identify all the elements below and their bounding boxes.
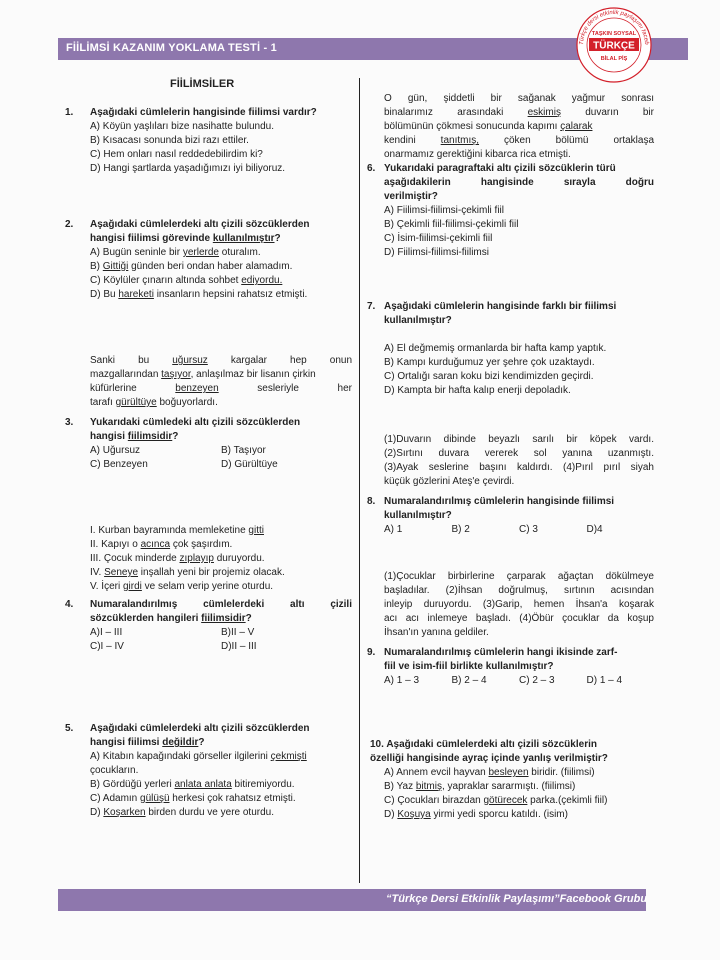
option-d: D) Kampta bir hafta kalıp enerji depoladık. (384, 385, 571, 396)
option-a: A) 1 – 3 (384, 675, 420, 686)
question-stem: Numaralandırılmış cümlelerin hangi ikisinde zarf- (384, 647, 618, 658)
underlined-word: Seneye (104, 567, 139, 578)
question-stem: Aşağıdaki cümlelerin hangisinde fiilimsi vardır? (90, 107, 317, 118)
underlined-word: fiilimsidir (127, 431, 173, 442)
question-stem: özelliği hangisinde ayraç içinde yanlış verilmiştir? (370, 753, 608, 764)
passage-line: (3)Ayak seslerine başını kaldırdı. (4)Pırıl pırıl siyah (384, 462, 654, 473)
passage-line: binalarımız arasındaki eskimiş duvarın bir (384, 107, 654, 118)
passage-line: küfürlerine benzeyen sesleriyle her (90, 383, 352, 394)
question-number: 9. (367, 647, 376, 658)
option-c: C) Adamın gülüşü herkesi çok rahatsız etmişti. (90, 793, 296, 804)
option-a: A)I – III (90, 627, 123, 638)
question-stem: Numaralandırılmış cümlelerin hangisinde fiilimsi (384, 496, 615, 507)
question-stem: hangisi fiilimsi görevinde (90, 233, 213, 244)
question-5 (65, 722, 352, 820)
option-c: C) 3 (519, 524, 538, 535)
option-d: D)4 (586, 524, 603, 535)
sentence-2: II. Kapıyı o acınca çok şaşırdım. (90, 539, 233, 550)
underlined-word: çekmişti (270, 751, 307, 762)
question-number: 3. (65, 417, 74, 428)
underlined-word: Koşuya (397, 809, 431, 820)
question-8 (367, 495, 654, 537)
question-9 (367, 646, 654, 688)
passage-line: başladılar. (2)İhsan doğrulmuş, sırtının acısından (384, 585, 654, 596)
underlined-word: zıplayıp (179, 553, 214, 564)
turkce-logo (566, 5, 656, 85)
underlined-word: gülüşü (140, 793, 170, 804)
option-a: A) El değmemiş ormanlarda bir hafta kamp yaptık. (384, 343, 607, 354)
option-b: B) Kısacası sonunda bizi razı ettiler. (90, 135, 249, 146)
question-3 (65, 416, 352, 472)
question-stem: kullanılmıştır? (384, 315, 452, 326)
underlined-word: bitmiş (415, 781, 442, 792)
question-number: 7. (367, 301, 376, 312)
column-divider (359, 78, 360, 883)
question-6-passage (384, 92, 654, 162)
option-b: B) Kampı kurduğumuz yer şehre çok uzaktaydı. (384, 357, 595, 368)
passage-line: mazgallarından taşıyor, anlaşılmaz bir lisanın çirkin (90, 369, 316, 380)
question-stem: Aşağıdaki cümlelerdeki altı çizili sözcüklerin (386, 739, 597, 750)
option-d: D) 1 – 4 (586, 675, 623, 686)
question-stem: Yukarıdaki cümledeki altı çizili sözcüklerden (90, 417, 301, 428)
passage-line: acı acı inlemeye başladı. (4)Öbür çocuklar da koşup (384, 613, 654, 624)
underlined-word: anlata anlata (174, 779, 232, 790)
option-d: D) Hangi şartlarda yaşadığımızı iyi biliyoruz. (90, 163, 286, 174)
question-10 (370, 738, 660, 822)
underlined-word: kullanılmıştır (212, 233, 275, 244)
question-7 (367, 300, 654, 398)
passage-line: O gün, şiddetli bir sağanak yağmur sonrası (384, 93, 655, 104)
option-c: C) İsim-fiilimsi-çekimli fiil (384, 233, 493, 244)
option-d: D) Bu hareketi insanların hepsini rahatsız etmişti. (90, 289, 308, 300)
underlined-word: besleyen (488, 767, 529, 778)
option-c: C) Benzeyen (90, 459, 148, 470)
underlined-word: tanıtmış, (440, 135, 480, 146)
passage-line: Sanki bu uğursuz kargalar hep onun (90, 355, 353, 366)
option-a: A) Köyün yaşlıları bize nasihatte bulundu. (90, 121, 274, 132)
option-d: D) Gürültüye (221, 459, 278, 470)
underlined-word: gürültüye (115, 397, 157, 408)
sentence-4: IV. Seneye inşallah yeni bir projemiz olacak. (90, 567, 285, 578)
underlined-word: taşıyor (161, 369, 191, 380)
question-stem: hangisi (90, 431, 128, 442)
question-2 (65, 218, 352, 302)
passage-line: (2)Sırtını duvara vererek sol yanına uzanmıştı. (384, 448, 654, 459)
question-stem: Yukarıdaki paragraftaki altı çizili sözcüklerin türü (384, 163, 616, 174)
question-1 (65, 106, 352, 176)
question-stem: verilmiştir? (384, 191, 438, 202)
sentence-3: III. Çocuk minderde zıplayıp duruyordu. (90, 553, 265, 564)
option-a: A) Uğursuz (90, 445, 141, 456)
option-d: D) Koşarken birden durdu ve yere oturdu. (90, 807, 275, 818)
option-a: A) Annem evcil hayvan besleyen biridir. (fiilimsi) (384, 767, 595, 778)
option-c: C) Çocukları birazdan götürecek parka.(çekimli fiil) (384, 795, 608, 806)
question-number: 6. (367, 163, 376, 174)
logo-main-text: TÜRKÇE (593, 40, 635, 52)
option-c: C) 2 – 3 (519, 675, 555, 686)
option-b: B) 2 (451, 524, 470, 535)
sentence-5: V. İçeri girdi ve selam verip yerine oturdu. (90, 581, 274, 592)
question-stem: sözcüklerden hangileri (90, 613, 202, 624)
passage-line: küçük gözlerini Ateş'e çevirdi. (384, 476, 515, 487)
underlined-word: Gittiği (102, 261, 129, 272)
question-stem: fiil ve isim-fiil birlikte kullanılmıştır? (384, 661, 554, 672)
passage-line: onarmamız gerektiğini kibarca rica etmişti. (384, 149, 571, 160)
question-stem: Aşağıdaki cümlelerdeki altı çizili sözcüklerden (90, 219, 310, 230)
question-number: 1. (65, 107, 74, 118)
question-stem: hangisi fiilimsi (90, 737, 163, 748)
option-a: A) 1 (384, 524, 403, 535)
underlined-word: götürecek (483, 795, 528, 806)
footer-text: “Türkçe Dersi Etkinlik Paylaşımı”Facebook Grubu (386, 893, 648, 905)
passage-line: kendini tanıtmış, çöken bölümü ortaklaşa (384, 135, 655, 146)
option-d: D) Koşuya yirmi yedi sporcu katıldı. (isim) (384, 809, 568, 820)
option-b: B) Çekimli fiil-fiilimsi-çekimli fiil (384, 219, 519, 230)
option-b: B) Gördüğü yerleri anlata anlata bitiremiyordu. (90, 779, 295, 790)
question-number: 2. (65, 219, 74, 230)
question-4: 4. Numaralandırılmış cümlelerdeki altı çizili sözcüklerden hangileri fiilimsidir? A)I – III B)II – V C)I – IV D)II – III (65, 599, 352, 652)
underlined-word: ediyordu. (241, 275, 283, 286)
underlined-word: yerlerde (182, 247, 219, 258)
option-c: C) Hem onları nasıl reddedebilirdim ki? (90, 149, 263, 160)
underlined-word: eskimiş (527, 107, 561, 118)
passage-line: inleyip duruyordu. (3)Garip, hemen İhsan'a koşarak (384, 599, 654, 610)
option-c: C) Ortalığı saran koku bizi kendimizden geçirdi. (384, 371, 594, 382)
underlined-word: acınca (140, 539, 171, 550)
passage-line: (1)Çocuklar birbirlerine çarparak ağaçtan dökülmeye (384, 571, 654, 582)
logo-top-text: TAŞKIN SOYSAL (591, 31, 637, 37)
question-number: 5. (65, 723, 74, 734)
question-9-passage (384, 570, 654, 640)
option-a: A) Bugün seninle bir yerlerde oturalım. (90, 247, 261, 258)
underlined-word: Koşarken (103, 807, 146, 818)
header-title: FİİLİMSİ KAZANIM YOKLAMA TESTİ - 1 (66, 42, 277, 54)
question-3-passage (90, 354, 352, 410)
option-a: A) Kitabın kapağındaki görseller ilgilerini çekmişti (90, 751, 307, 762)
question-number: 10. (370, 739, 384, 750)
option-b: B) Gittiği günden beri ondan haber alamadım. (90, 261, 293, 272)
option-d: D)II – III (221, 641, 257, 652)
question-stem: kullanılmıştır? (384, 510, 452, 521)
option-a-continued: çocukların. (90, 765, 139, 776)
passage-line: (1)Duvarın dibinde beyazlı sarılı bir köpek vardı. (384, 434, 654, 445)
passage-line: bölümünün çökmesi sonucunda kapımı çalarak (384, 121, 593, 132)
question-stem: Aşağıdaki cümlelerdeki altı çizili sözcüklerden (90, 723, 310, 734)
option-b: B) Taşıyor (221, 445, 266, 456)
logo-bottom-text: BİLAL PİŞ (600, 56, 628, 62)
underlined-word: çalarak (560, 121, 593, 132)
sentence-1: I. Kurban bayramında memleketine gitti (90, 525, 264, 536)
option-b: B) Yaz bitmiş, yapraklar sararmıştı. (fiilimsi) (384, 781, 576, 792)
passage-line: tarafı gürültüye boğuyorlardı. (90, 397, 218, 408)
option-c: C) Köylüler çınarın altında sohbet ediyordu. (90, 275, 283, 286)
question-mark: ? (172, 431, 179, 442)
option-a: A) Fiilimsi-fiilimsi-çekimli fiil (384, 205, 504, 216)
question-mark: ? (245, 613, 252, 624)
question-mark: ? (198, 737, 205, 748)
question-mark: ? (274, 233, 281, 244)
underlined-word: gitti (248, 525, 264, 536)
option-b: B)II – V (221, 627, 255, 638)
question-stem: Aşağıdaki cümlelerin hangisinde farklı bir fiilimsi (384, 301, 617, 312)
question-4-sentences (90, 524, 352, 594)
underlined-word: değildir (162, 737, 199, 748)
question-6: 6. Yukarıdaki paragraftaki altı çizili sözcüklerin türü aşağıdakilerin hangisinde sırayla doğru verilmiştir? A) Fiilimsi-fiilimsi-çekimli fiil B) Çekimli fiil-fiilimsi-çekimli fiil C) İsim-fiilimsi-çekimli fiil D) Fiilimsi-fiilimsi-fiilimsi (367, 163, 654, 258)
option-b: B) 2 – 4 (451, 675, 487, 686)
underlined-word: benzeyen (175, 383, 219, 394)
logo-ring-text: Türkçe dersi etkinlik paylaşımı faceb (578, 9, 650, 46)
underlined-word: hareketi (118, 289, 154, 300)
option-c: C)I – IV (90, 641, 124, 652)
question-8-passage (384, 433, 654, 489)
underlined-word: girdi (122, 581, 142, 592)
question-number: 8. (367, 496, 376, 507)
section-title: FİİLİMSİLER (170, 78, 235, 90)
option-d: D) Fiilimsi-fiilimsi-fiilimsi (384, 247, 489, 258)
passage-line: İhsan'ın yanına geldiler. (384, 627, 489, 638)
underlined-word: fiilimsidir (201, 613, 246, 624)
underlined-word: uğursuz (172, 355, 208, 366)
question-number: 4. (65, 599, 74, 610)
